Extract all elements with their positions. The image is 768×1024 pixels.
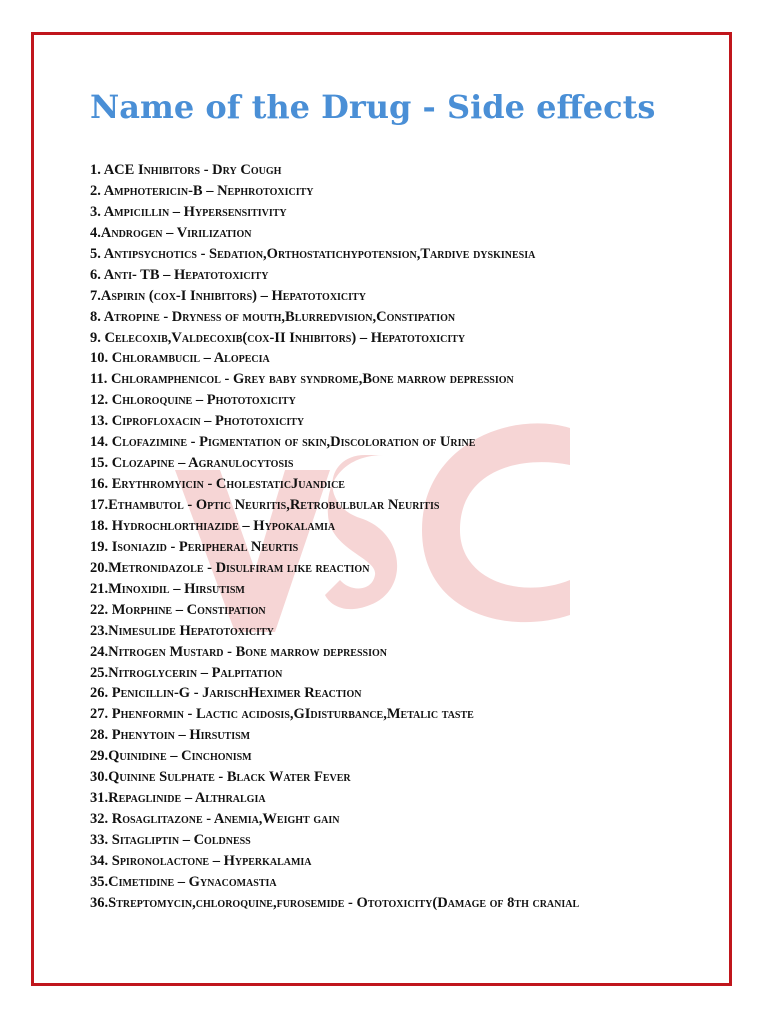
list-item: 27. Phenformin - Lactic acidosis,GIdisturbance,Metalic taste <box>90 706 474 723</box>
list-item: 15. Clozapine – Agranulocytosis <box>90 455 294 472</box>
list-item: 18. Hydrochlorthiazide – Hypokalamia <box>90 517 336 534</box>
list-item: 3. Ampicillin – Hypersensitivity <box>90 203 287 220</box>
drug-side-effects-list <box>90 160 579 914</box>
list-item: 5. Antipsychotics - Sedation,Orthostatichypotension,Tardive dyskinesia <box>90 245 536 262</box>
list-item: 2. Amphotericin-B – Nephrotoxicity <box>90 182 314 199</box>
list-item: 20.Metronidazole - Disulfiram like reaction <box>90 559 370 576</box>
list-item: 30.Quinine Sulphate - Black Water Fever <box>90 769 351 786</box>
list-item: 32. Rosaglitazone - Anemia,Weight gain <box>90 811 340 828</box>
page-title: Name of the Drug - Side effects <box>90 88 656 126</box>
list-item: 28. Phenytoin – Hirsutism <box>90 727 251 744</box>
list-item: 16. Erythromyicin - CholestaticJuandice <box>90 476 345 493</box>
list-item: 12. Chloroquine – Phototoxicity <box>90 392 296 409</box>
list-item: 26. Penicillin-G - JarischHeximer Reaction <box>90 685 362 702</box>
list-item: 14. Clofazimine - Pigmentation of skin,Discoloration of Urine <box>90 434 476 451</box>
list-item: 25.Nitroglycerin – Palpitation <box>90 664 283 681</box>
list-item: 36.Streptomycin,chloroquine,furosemide - Ototoxicity(Damage of 8th cranial <box>90 894 580 911</box>
list-item: 19. Isoniazid - Peripheral Neurtis <box>90 538 299 555</box>
list-item: 7.Aspirin (cox-I Inhibitors) – Hepatotoxicity <box>90 287 366 304</box>
list-item: 23.Nimesulide Hepatotoxicity <box>90 622 274 639</box>
list-item: 29.Quinidine – Cinchonism <box>90 748 252 765</box>
list-item: 31.Repaglinide – Althralgia <box>90 790 266 807</box>
list-item: 21.Minoxidil – Hirsutism <box>90 580 245 597</box>
list-item: 17.Ethambutol - Optic Neuritis,Retrobulbular Neuritis <box>90 497 440 513</box>
list-item: 9. Celecoxib,Valdecoxib(cox-II Inhibitors) – Hepatotoxicity <box>90 329 466 346</box>
list-item: 24.Nitrogen Mustard - Bone marrow depression <box>90 643 387 660</box>
list-item: 11. Chloramphenicol - Grey baby syndrome,Bone marrow depression <box>90 371 514 388</box>
list-item: 34. Spironolactone – Hyperkalamia <box>90 852 312 869</box>
list-item: 10. Chlorambucil – Alopecia <box>90 350 270 367</box>
list-item: 33. Sitagliptin – Coldness <box>90 832 251 848</box>
list-item: 1. ACE Inhibitors - Dry Cough <box>90 162 282 178</box>
list-item: 22. Morphine – Constipation <box>90 601 266 618</box>
list-item: 8. Atropine - Dryness of mouth,Blurredvision,Constipation <box>90 308 456 325</box>
list-item: 13. Ciprofloxacin – Phototoxicity <box>90 413 305 430</box>
list-item: 6. Anti- TB – Hepatotoxicity <box>90 266 269 283</box>
list-item: 35.Cimetidine – Gynacomastia <box>90 873 277 890</box>
list-item: 4.Androgen – Virilization <box>90 224 252 241</box>
